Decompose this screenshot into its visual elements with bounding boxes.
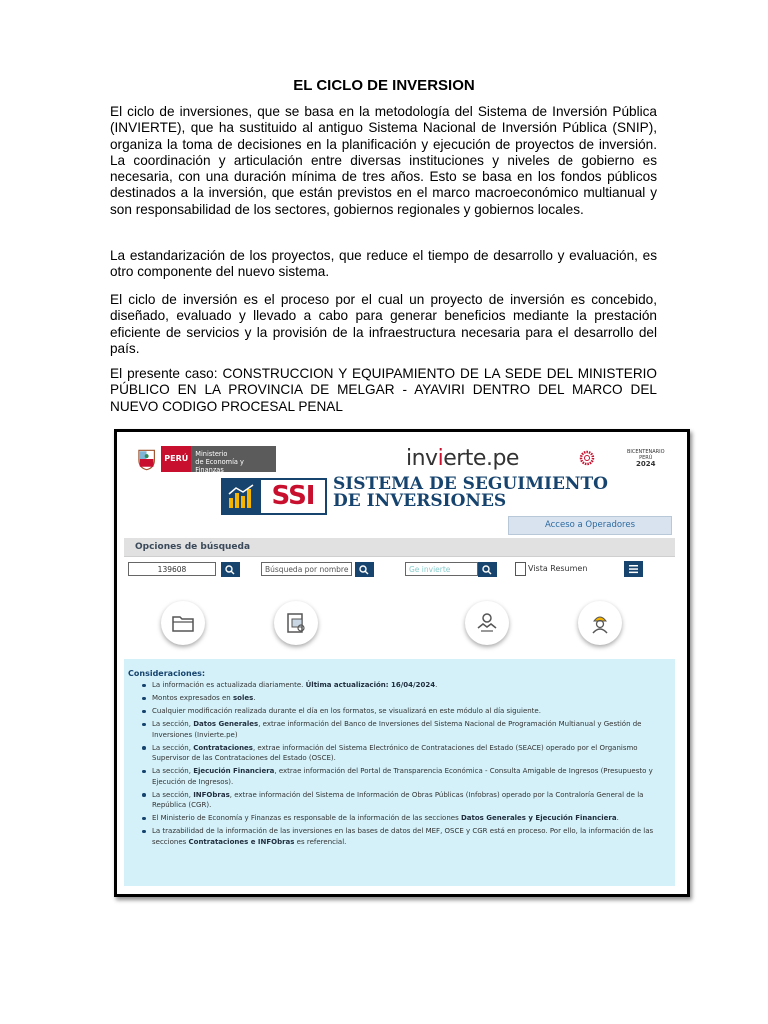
coat-of-arms-icon xyxy=(136,447,157,471)
infobras-button[interactable] xyxy=(578,601,622,645)
considerations-title: Consideraciones: xyxy=(128,669,206,678)
paragraph-4: El presente caso: CONSTRUCCION Y EQUIPAMIENTO DE LA SEDE DEL MINISTERIO PÚBLICO EN LA PROVINCIA DE MELGAR - AYAVIRI DENTRO DEL MARCO DEL NUEVO CODIGO PROCESAL PENAL xyxy=(110,366,657,414)
list-item: Montos expresados en soles. xyxy=(152,693,667,704)
search-icon xyxy=(482,565,492,575)
list-item: La trazabilidad de la información de las inversiones en las bases de datos del MEF, OSCE y CGR está en proceso. Por ello, la información de las secciones Contrataciones e INFObras es referencial. xyxy=(152,826,667,847)
code-search-input[interactable]: 139608 xyxy=(128,562,216,576)
list-item: El Ministerio de Economía y Finanzas es responsable de la información de las secciones Datos Generales y Ejecución Financiera. xyxy=(152,813,667,824)
invierte-search-button[interactable] xyxy=(478,562,497,577)
handshake-icon xyxy=(475,611,499,635)
contrataciones-button[interactable] xyxy=(274,601,318,645)
search-options-bar xyxy=(124,538,675,557)
engineer-icon xyxy=(588,611,612,635)
menu-button[interactable] xyxy=(624,561,643,577)
list-item: La sección, Ejecución Financiera, extrae información del Portal de Transparencia Económica - Consulta Amigable de Ingresos (Presupuesto y Ejecución de Ingresos). xyxy=(152,766,667,787)
bicentenario-logo-icon xyxy=(577,442,617,474)
vista-resumen-link[interactable]: Vista Resumen xyxy=(528,564,588,573)
mef-logo xyxy=(136,446,276,472)
list-item: La sección, Datos Generales, extrae información del Banco de Inversiones del Sistema Nacional de Programación Multianual y Gestión de Inversiones (Invierte.pe) xyxy=(152,719,667,740)
list-item: La sección, INFObras, extrae información del Sistema de Información de Obras Públicas (Infobras) operado por la Contraloría General de la República (CGR). xyxy=(152,790,667,811)
search-icon xyxy=(225,565,235,575)
contract-icon xyxy=(284,611,308,635)
bicentenario-text: BICENTENARIO PERÚ 2024 xyxy=(627,449,665,468)
name-search-input[interactable]: Búsqueda por nombre xyxy=(261,562,352,576)
list-item: La información es actualizada diariamente. Última actualización: 16/04/2024. xyxy=(152,680,667,691)
name-search-button[interactable] xyxy=(355,562,374,577)
list-item: Cualquier modificación realizada durante el día en los formatos, se visualizará en este módulo al día siguiente. xyxy=(152,706,667,717)
document-icon xyxy=(515,562,526,576)
invierte-search-input[interactable]: Ge invierte xyxy=(405,562,478,576)
folder-icon xyxy=(171,611,195,635)
code-search-button[interactable] xyxy=(221,562,240,577)
ssi-title: SISTEMA DE SEGUIMIENTO DE INVERSIONES xyxy=(333,474,608,511)
invierte-logo: invierte.pe xyxy=(406,446,519,471)
datos-generales-button[interactable] xyxy=(161,601,205,645)
ssi-screenshot xyxy=(114,429,690,897)
paragraph-3: El ciclo de inversión es el proceso por el cual un proyecto de inversión es concebido, diseñado, evaluado y llevado a cabo para generar beneficios mediante la prestación eficiente de servicios y la provisión de la infraestructura necesaria para el desarrollo del país. xyxy=(110,292,657,356)
acceso-operadores-button[interactable]: Acceso a Operadores xyxy=(508,516,672,535)
list-item: La sección, Contrataciones, extrae información del Sistema Electrónico de Contrataciones del Estado (SEACE) operado por el Organismo Supervisor de las Contrataciones del Estado (OSCE). xyxy=(152,743,667,764)
considerations-panel xyxy=(124,659,675,886)
ministry-label: Ministerio de Economía y Finanzas xyxy=(191,446,276,472)
ssi-logo xyxy=(221,478,327,515)
search-icon xyxy=(359,565,369,575)
ssi-logo-text: SSI xyxy=(261,480,325,513)
considerations-list xyxy=(124,680,675,850)
search-options-label: Opciones de búsqueda xyxy=(135,542,251,552)
document-title: EL CICLO DE INVERSION xyxy=(293,77,475,94)
peru-label: PERÚ xyxy=(161,446,191,472)
ejecucion-financiera-button[interactable] xyxy=(465,601,509,645)
paragraph-2: La estandarización de los proyectos, que reduce el tiempo de desarrollo y evaluación, es otro componente del nuevo sistema. xyxy=(110,248,657,280)
hamburger-icon xyxy=(624,561,643,577)
bar-chart-icon xyxy=(223,480,261,513)
paragraph-1: El ciclo de inversiones, que se basa en la metodología del Sistema de Inversión Pública (INVIERTE), que ha sustituido al antiguo Sistema Nacional de Inversión Pública (SNIP), organiza la toma de decisiones en la planificación y ejecución de proyectos de inversión. La coordinación y articulación entre diversas instituciones y niveles de gobierno es necesaria, con una duración mínima de tres años. Esto se basa en los fondos públicos destinados a la inversión, que están previstos en el marco macroeconómico multianual y son responsabilidad de los sectores, gobiernos regionales y gobiernos locales. xyxy=(110,104,657,217)
